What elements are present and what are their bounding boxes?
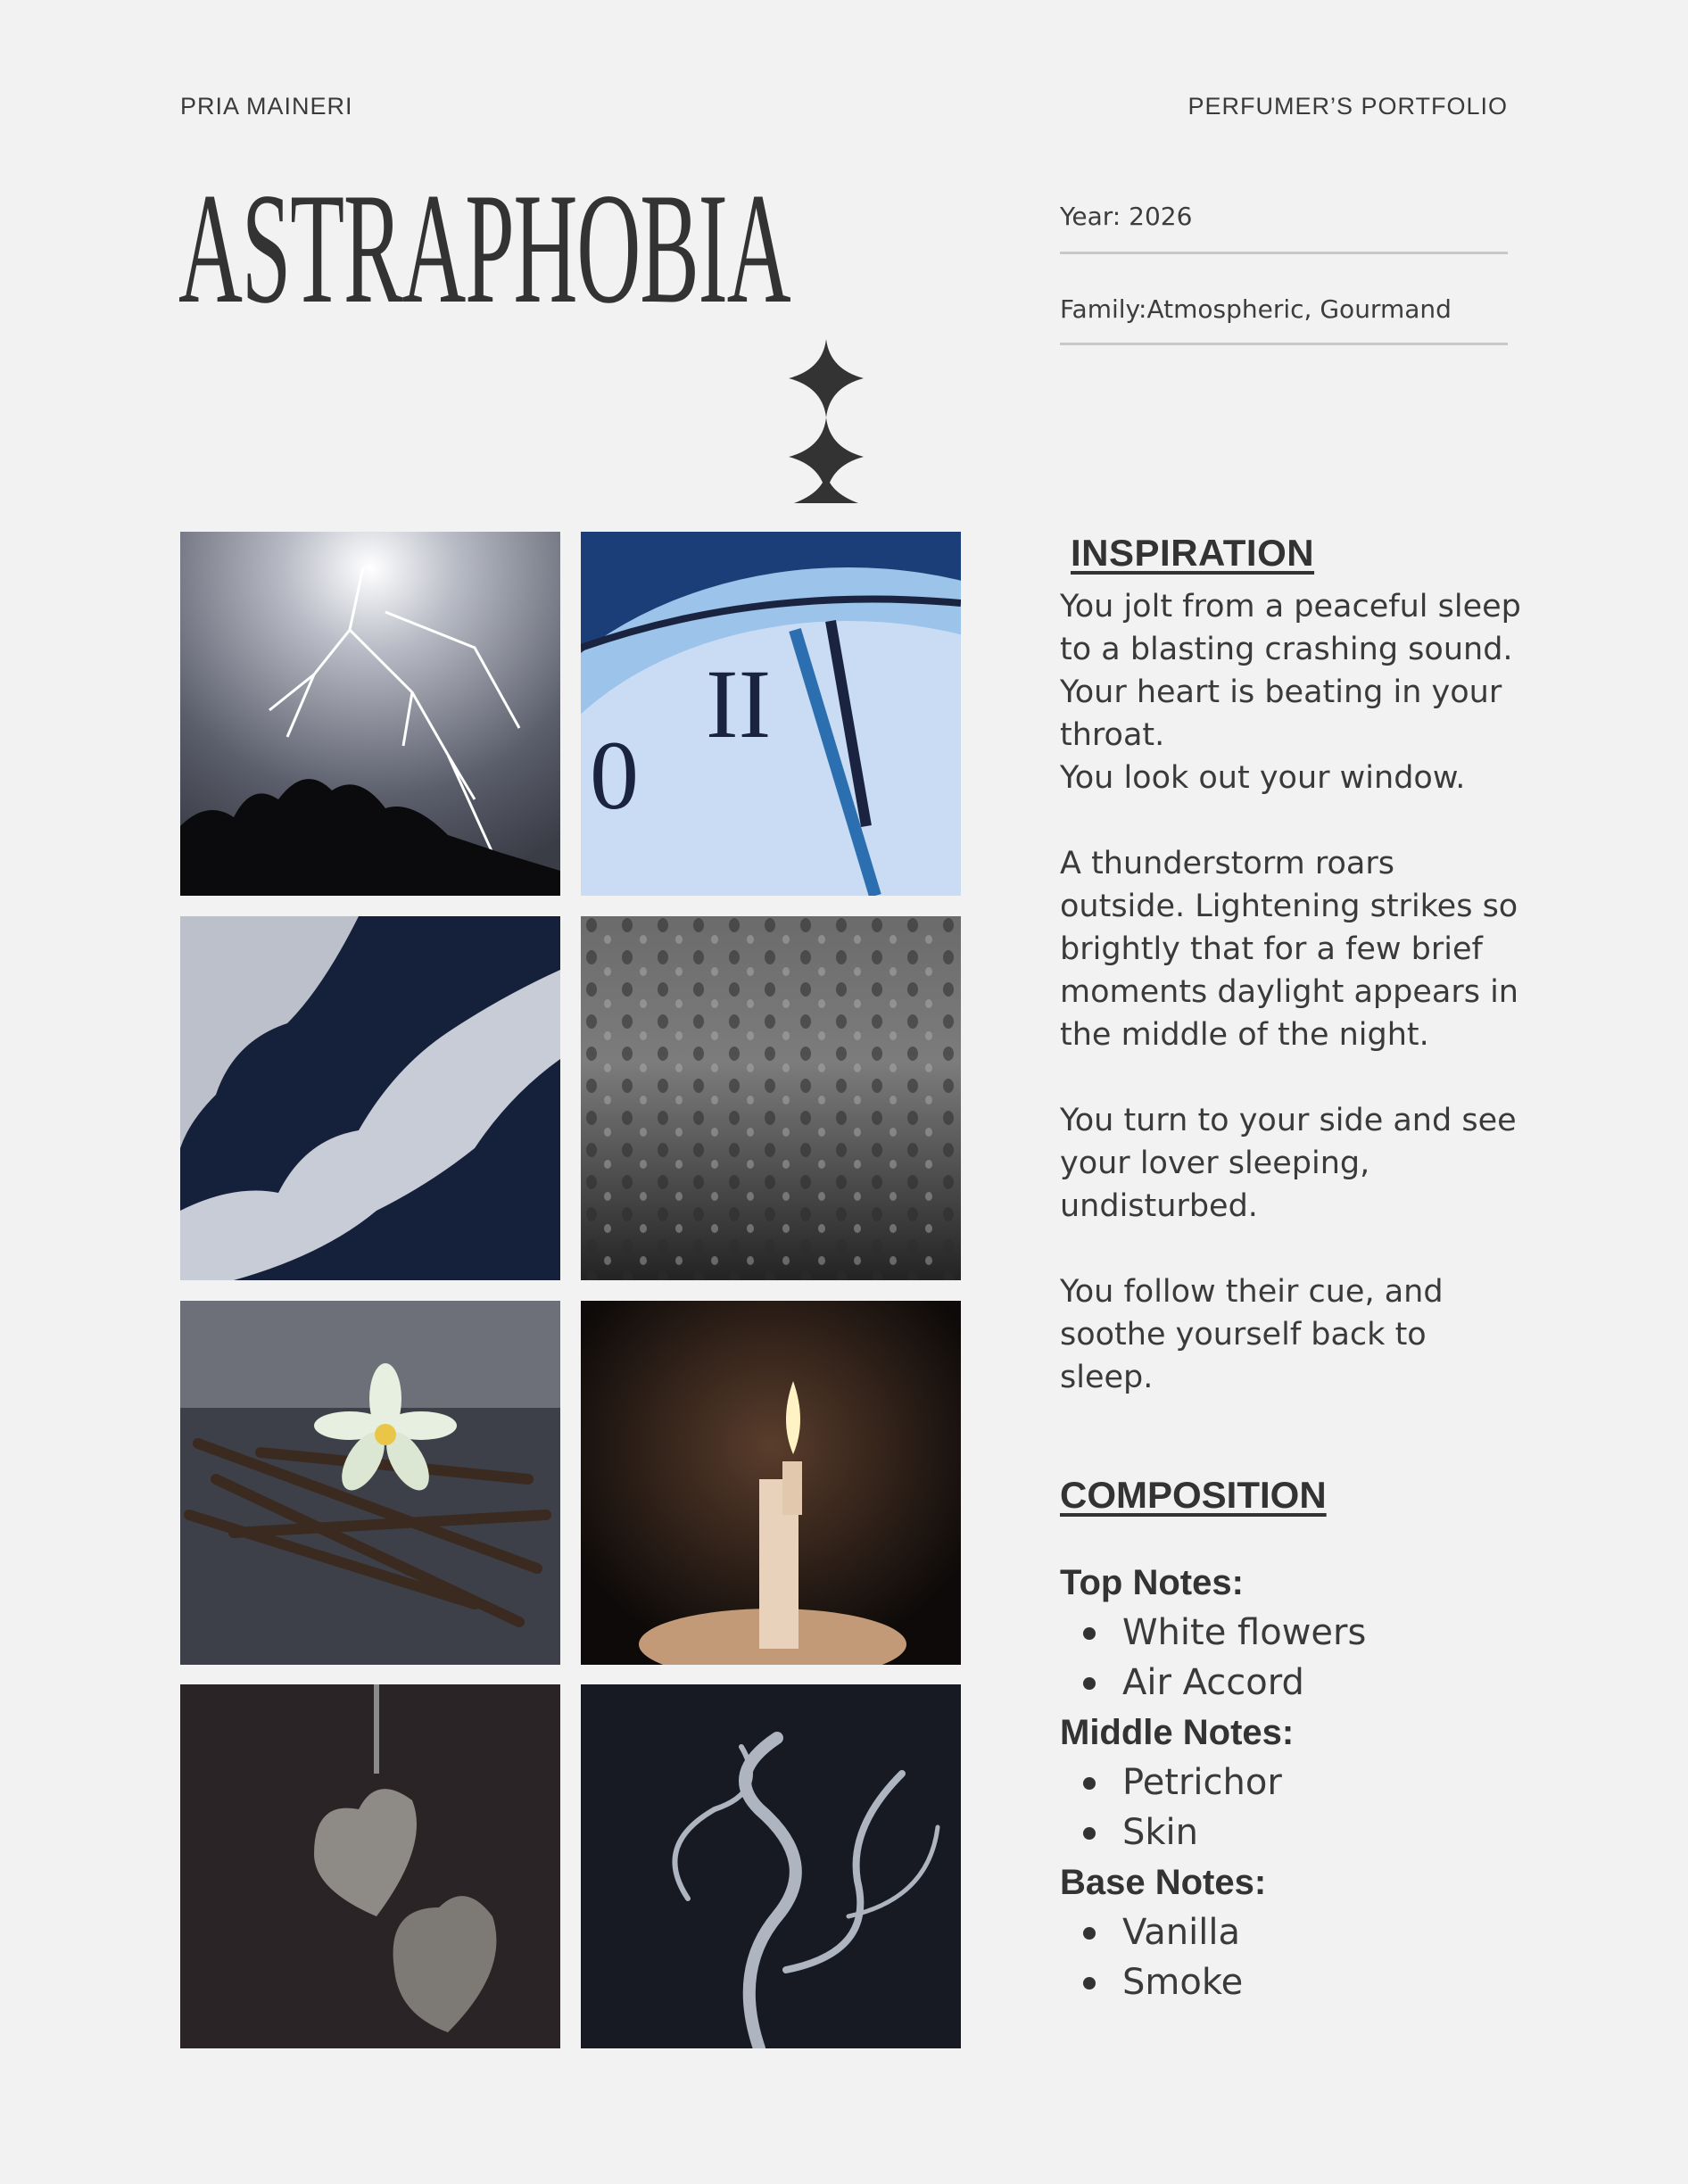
vanilla-flower-image [180, 1301, 560, 1665]
composition-heading: COMPOSITION [1060, 1474, 1327, 1516]
smoke-wisps-image [581, 1684, 961, 2048]
inspiration-line: You follow their cue, and soothe yourself back to sleep. [1060, 1274, 1444, 1395]
svg-text:II: II [706, 649, 772, 758]
meta-family: Family:Atmospheric, Gourmand [1060, 294, 1452, 324]
note-item: Petrichor [1060, 1758, 1524, 1808]
candle-flame-image [581, 1301, 961, 1665]
raindrops-on-glass-image [581, 916, 961, 1280]
inspiration-paragraph [1060, 842, 1524, 1056]
svg-text:0: 0 [590, 721, 639, 830]
divider [1060, 252, 1508, 254]
author-name: PRIA MAINERI [180, 93, 353, 120]
lightning-storm-image [180, 532, 560, 896]
divider [1060, 343, 1508, 345]
note-item: Smoke [1060, 1957, 1524, 2007]
note-item: Air Accord [1060, 1658, 1524, 1708]
notes-list [1060, 1558, 1524, 2007]
sparkle-icon [789, 339, 864, 503]
inspiration-paragraph [1060, 585, 1524, 799]
base-notes-label: Base Notes: [1060, 1863, 1267, 1902]
inspiration-line: You look out your window. [1060, 760, 1466, 796]
inspiration-line: A thunderstorm roars outside. Lightening strikes so brightly that for a few brief moments daylight appears in the middle of the night. [1060, 846, 1518, 1053]
inspiration-line: Your heart is beating in your throat. [1060, 674, 1502, 753]
clock-face-image [581, 532, 961, 896]
heart-lockets-image [180, 1684, 560, 2048]
inspiration-text [1060, 585, 1524, 1442]
inspiration-line: You jolt from a peaceful sleep to a blasting crashing sound. [1060, 589, 1521, 667]
storm-clouds-image [180, 916, 560, 1280]
meta-year: Year: 2026 [1060, 202, 1193, 231]
inspiration-heading: INSPIRATION [1071, 532, 1315, 574]
inspiration-line: You turn to your side and see your lover sleeping, undisturbed. [1060, 1103, 1517, 1224]
note-item: Vanilla [1060, 1907, 1524, 1957]
note-item: White flowers [1060, 1608, 1524, 1658]
inspiration-paragraph [1060, 1099, 1524, 1228]
top-notes-label: Top Notes: [1060, 1563, 1244, 1602]
portfolio-label: PERFUMER’S PORTFOLIO [1187, 93, 1508, 120]
middle-notes-label: Middle Notes: [1060, 1713, 1295, 1752]
page-title: ASTRAPHOBIA [178, 160, 790, 336]
note-item: Skin [1060, 1808, 1524, 1857]
inspiration-paragraph [1060, 1270, 1524, 1399]
